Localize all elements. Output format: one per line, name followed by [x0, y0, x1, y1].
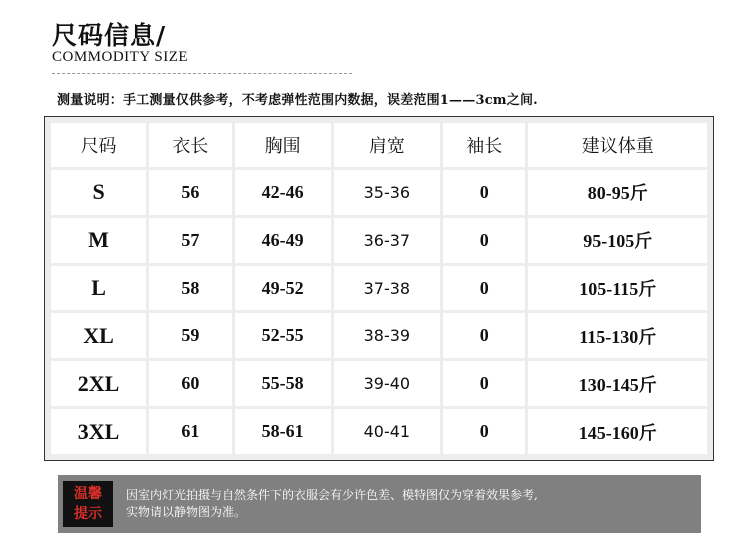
header-shoulder: 肩宽	[334, 123, 440, 167]
table-row	[51, 266, 707, 311]
table-row	[51, 313, 707, 358]
cell-size: S	[51, 170, 146, 215]
notice-badge-line1: 温馨	[74, 486, 102, 502]
notice-text-line1: 因室内灯光拍摄与自然条件下的衣服会有少许色差、模特图仅为穿着效果参考,	[126, 488, 538, 502]
cell-chest: 49-52	[235, 266, 331, 311]
page-subtitle: COMMODITY SIZE	[52, 49, 189, 65]
notice-badge	[63, 481, 113, 527]
cell-weight: 145-160斤	[528, 409, 707, 454]
cell-length: 58	[149, 266, 231, 311]
cell-sleeve: 0	[443, 313, 525, 358]
cell-size: L	[51, 266, 146, 311]
cell-length: 61	[149, 409, 231, 454]
cell-sleeve: 0	[443, 266, 525, 311]
cell-shoulder: 40-41	[334, 409, 440, 454]
cell-shoulder: 39-40	[334, 361, 440, 406]
notice-text	[126, 487, 691, 521]
cell-length: 56	[149, 170, 231, 215]
page-title: 尺码信息/	[52, 21, 167, 50]
table-row	[51, 409, 707, 454]
size-table	[48, 120, 710, 457]
cell-sleeve: 0	[443, 409, 525, 454]
cell-shoulder: 35-36	[334, 170, 440, 215]
cell-chest: 52-55	[235, 313, 331, 358]
title-divider	[52, 73, 352, 74]
cell-chest: 46-49	[235, 218, 331, 263]
notice-badge-line2: 提示	[74, 506, 102, 522]
cell-weight: 105-115斤	[528, 266, 707, 311]
cell-chest: 58-61	[235, 409, 331, 454]
header-size: 尺码	[51, 123, 146, 167]
cell-chest: 55-58	[235, 361, 331, 406]
measurement-note: 测量说明：手工测量仅供参考，不考虑弹性范围内数据，误差范围1——3cm之间.	[57, 93, 538, 108]
cell-weight: 115-130斤	[528, 313, 707, 358]
header-sleeve: 袖长	[443, 123, 525, 167]
notice-text-line2: 实物请以静物图为准。	[126, 505, 247, 519]
cell-shoulder: 38-39	[334, 313, 440, 358]
cell-sleeve: 0	[443, 170, 525, 215]
cell-shoulder: 36-37	[334, 218, 440, 263]
cell-sleeve: 0	[443, 361, 525, 406]
cell-length: 57	[149, 218, 231, 263]
cell-size: XL	[51, 313, 146, 358]
cell-length: 60	[149, 361, 231, 406]
header-chest: 胸围	[235, 123, 331, 167]
cell-chest: 42-46	[235, 170, 331, 215]
notice-banner	[58, 475, 701, 533]
cell-weight: 130-145斤	[528, 361, 707, 406]
header-length: 衣长	[149, 123, 231, 167]
header-weight: 建议体重	[528, 123, 707, 167]
table-header-row	[51, 123, 707, 167]
cell-size: 2XL	[51, 361, 146, 406]
cell-size: 3XL	[51, 409, 146, 454]
cell-sleeve: 0	[443, 218, 525, 263]
size-chart	[44, 116, 714, 461]
cell-weight: 95-105斤	[528, 218, 707, 263]
cell-weight: 80-95斤	[528, 170, 707, 215]
cell-shoulder: 37-38	[334, 266, 440, 311]
table-row	[51, 218, 707, 263]
table-row	[51, 170, 707, 215]
cell-length: 59	[149, 313, 231, 358]
cell-size: M	[51, 218, 146, 263]
table-row	[51, 361, 707, 406]
